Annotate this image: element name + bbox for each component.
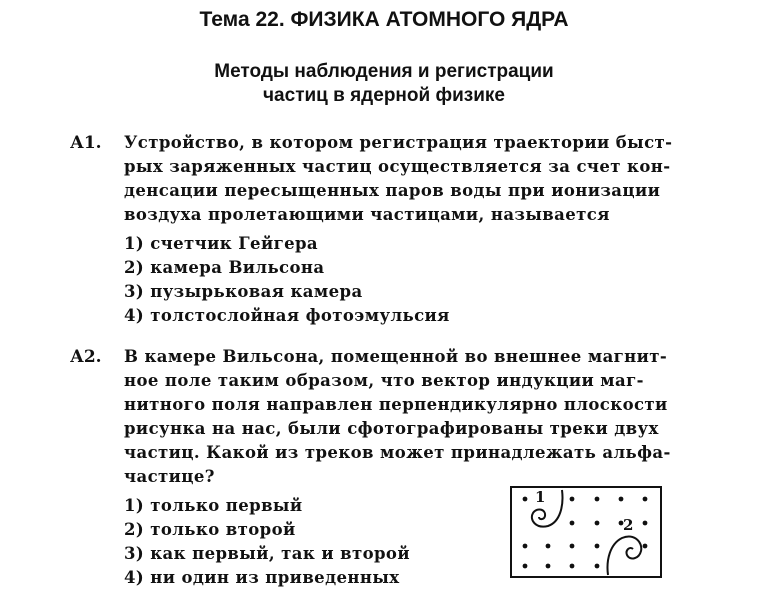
subtitle-line-2: частиц в ядерной физике: [263, 85, 505, 106]
question-a1-option-4: 4) толстослойная фотоэмульсия: [124, 306, 450, 325]
question-a2-text-line: частиц. Какой из треков может принадлежать альфа-: [124, 443, 671, 462]
track-1-label: 1: [535, 488, 546, 506]
chamber-frame: [511, 487, 661, 577]
question-a1-option-1: 1) счетчик Гейгера: [124, 234, 319, 253]
question-a2-text-line: нитного поля направлен перпендикулярно плоскости: [124, 395, 668, 414]
question-a2-text-line: частице?: [124, 467, 215, 486]
question-a1-text-line: денсации пересыщенных паров воды при ионизации: [124, 181, 661, 200]
track-2-label: 2: [623, 516, 634, 534]
question-a2-option-2: 2) только второй: [124, 520, 296, 539]
question-a2-option-1: 1) только первый: [124, 496, 303, 515]
cloud-chamber-figure: [510, 486, 662, 578]
question-a1-text-line: воздуха пролетающими частицами, называется: [124, 205, 610, 224]
question-a1-option-3: 3) пузырьковая камера: [124, 282, 363, 301]
page-title: Тема 22. ФИЗИКА АТОМНОГО ЯДРА: [199, 8, 569, 31]
question-a2-option-3: 3) как первый, так и второй: [124, 544, 410, 563]
question-a1-number: А1.: [70, 133, 102, 153]
question-a2-text-line: В камере Вильсона, помещенной во внешнее магнит-: [124, 347, 668, 366]
question-a1-option-2: 2) камера Вильсона: [124, 258, 325, 277]
question-a2-text-line: ное поле таким образом, что вектор индукции маг-: [124, 371, 644, 390]
question-a2-number: А2.: [70, 347, 102, 367]
question-a1-text-line: Устройство, в котором регистрация траектории быст-: [124, 133, 673, 152]
track-2: [608, 537, 642, 575]
question-a1-text-line: рых заряженных частиц осуществляется за счет кон-: [124, 157, 671, 176]
question-a2-text-line: рисунка на нас, были сфотографированы треки двух: [124, 419, 659, 438]
question-a2-option-4: 4) ни один из приведенных: [124, 568, 400, 587]
subtitle-line-1: Методы наблюдения и регистрации: [214, 61, 554, 82]
